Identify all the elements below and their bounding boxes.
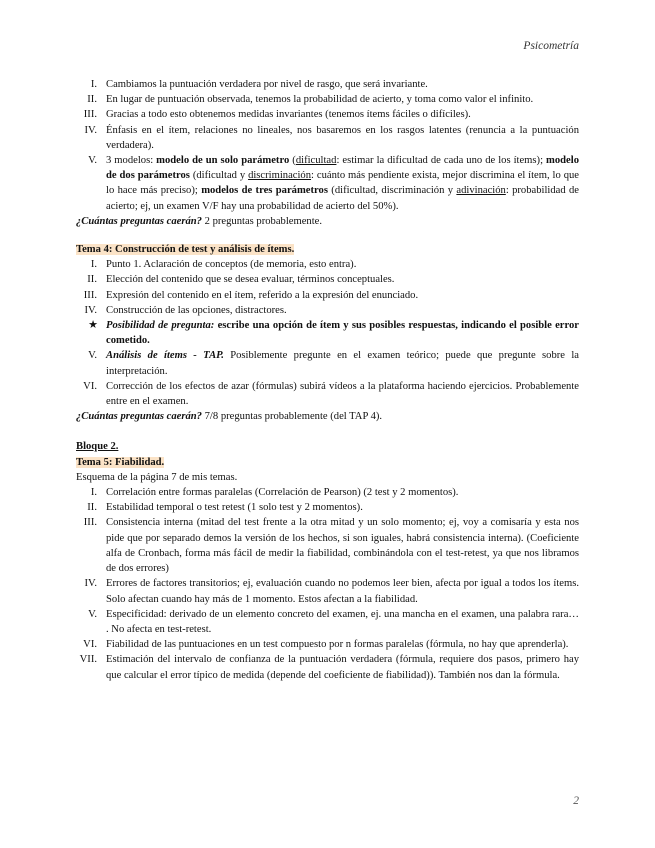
item-text: 3 modelos: modelo de un solo parámetro (dificultad: estimar la dificultad de cada uno de los ítems); modelo de dos parámetros (dificultad y discriminación: cuánto más pendiente exista, mejor discrimina el ítem, lo que lo hace más preciso); modelos de tres parámetros (dificultad, discriminación y adivinación: probabilidad de acierto; ej, un examen V/F hay una probabilidad de acierto del 50%). — [106, 155, 580, 212]
list-item — [76, 107, 579, 122]
item-number: V. — [88, 155, 97, 167]
model-three-params: modelos de tres parámetros — [201, 185, 328, 197]
list-item — [76, 515, 579, 576]
item-text: Estabilidad temporal o test retest (1 solo test y 2 momentos). — [106, 502, 363, 514]
question-count: ¿Cuántas preguntas caerán? 7/8 preguntas probablemente (del TAP 4). — [76, 411, 383, 423]
item-number: VI. — [83, 639, 97, 651]
list-item — [76, 288, 579, 303]
list-item — [76, 77, 579, 92]
list-item — [76, 257, 579, 272]
item-number: I. — [90, 79, 97, 90]
item-text: Fiabilidad de las puntuaciones en un test compuesto por n formas paralelas (fórmula, no hay que aprenderla). — [106, 639, 569, 651]
item-number: IV. — [84, 578, 97, 590]
model-two-params: modelo de dos parámetros — [106, 155, 579, 182]
page-header: Psicometría — [523, 40, 579, 52]
term-adivinacion: adivinación — [456, 185, 506, 197]
page-number: 2 — [573, 795, 579, 807]
item-number: V. — [88, 350, 97, 362]
item-text: Consistencia interna (mitad del test frente a la otra mitad y un solo momento; ej, voy a comisaría y esta nos pide que por separado demos la versión de los hechos, si son iguales, habrá consistencia interna). (Coeficiente alfa de Cronbach, forma más fácil de medir la fiabilidad, combinándola con el test-retest, ya que nos libramos de dos errores) — [106, 517, 579, 575]
item-number: VII. — [79, 654, 97, 666]
page-content — [76, 77, 579, 683]
list-item — [76, 485, 579, 500]
list-item — [76, 500, 579, 515]
item-number: VI. — [83, 380, 97, 392]
item-text: Gracias a todo esto obtenemos medidas invariantes (tenemos ítems fáciles o difíciles). — [106, 109, 471, 121]
question-label: ¿Cuántas preguntas caerán? — [76, 411, 202, 423]
list-item — [76, 303, 579, 318]
item-number: II. — [87, 94, 97, 106]
item-text: Construcción de las opciones, distractores. — [106, 304, 287, 316]
list-item — [76, 379, 579, 409]
item-number: V. — [88, 608, 97, 620]
list-item — [76, 607, 579, 637]
item-text: Expresión del contenido en el ítem, referido a la expresión del enunciado. — [106, 289, 419, 301]
term-discriminacion: discriminación — [248, 170, 312, 182]
star-icon: ★ — [88, 319, 98, 332]
item-text: Punto 1. Aclaración de conceptos (de memoria, esto entra). — [106, 259, 357, 271]
question-count: ¿Cuántas preguntas caerán? 2 preguntas probablemente. — [76, 215, 323, 227]
item-number: IV. — [84, 304, 97, 316]
item-text: Énfasis en el ítem, relaciones no lineales, nos basaremos en los rasgos latentes (renuncia a la puntuación verdadera). — [106, 124, 579, 151]
list-item-models — [76, 153, 579, 214]
section-intro: Esquema de la página 7 de mis temas. — [76, 471, 238, 483]
item-text: Errores de factores transitorios; ej, evaluación cuando no podemos leer bien, afecta por igual a todos los ítems. Solo afectan cuando hay más de 1 momento. Estos afectan a la fiabilidad. — [106, 578, 579, 605]
item-number: III. — [83, 289, 97, 301]
item-number: II. — [87, 274, 97, 286]
item-number: IV. — [84, 124, 97, 136]
model-one-param: modelo de un solo parámetro — [156, 155, 290, 167]
item-text: Estimación del intervalo de confianza de la puntuación verdadera (fórmula, requiere dos pasos, primero hay que calcular el error típico de medida (depende del coeficiente de fiabilidad)). También nos dan la fórmula. — [106, 654, 579, 681]
question-label: ¿Cuántas preguntas caerán? — [76, 215, 202, 227]
term-dificultad: dificultad — [295, 155, 337, 167]
item-text: Posibilidad de pregunta: escribe una opción de ítem y sus posibles respuestas, indicando el posible error cometido. — [106, 320, 579, 347]
item-text: En lugar de puntuación observada, tenemos la probabilidad de acierto, y toma como valor el infinito. — [106, 94, 534, 106]
item-number: III. — [83, 517, 97, 529]
item-text: Cambiamos la puntuación verdadera por nivel de rasgo, que será invariante. — [106, 79, 428, 90]
item-number: I. — [90, 259, 97, 271]
section-title-tema5: Tema 5: Fiabilidad. — [76, 456, 165, 468]
list-item — [76, 576, 579, 606]
list-item — [76, 272, 579, 287]
list-item — [76, 637, 579, 652]
item-number: III. — [83, 109, 97, 121]
item-text: Análisis de ítems - TAP. Posiblemente pregunte en el examen teórico; puede que pregunte sobre la interpretación. — [106, 350, 579, 377]
list-item — [76, 92, 579, 107]
list-item — [76, 652, 579, 682]
item-number: II. — [87, 502, 97, 514]
star-item — [76, 318, 579, 348]
list-item — [76, 123, 579, 153]
block-title: Bloque 2. — [76, 441, 119, 453]
item-text: Especificidad: derivado de un elemento concreto del examen, ej. una mancha en el examen, una palabra rara… . No afecta en test-retest. — [106, 608, 579, 635]
item-text: Correlación entre formas paralelas (Correlación de Pearson) (2 test y 2 momentos). — [106, 487, 459, 499]
item-text: Elección del contenido que se desea evaluar, términos conceptuales. — [106, 274, 395, 286]
section-title-tema4: Tema 4: Construcción de test y análisis de ítems. — [76, 244, 295, 256]
item-text: Corrección de los efectos de azar (fórmulas) subirá vídeos a la plataforma haciendo ejercicios. Probablemente entre en el examen. — [106, 380, 579, 408]
list-item — [76, 348, 579, 378]
item-number: I. — [90, 487, 97, 499]
